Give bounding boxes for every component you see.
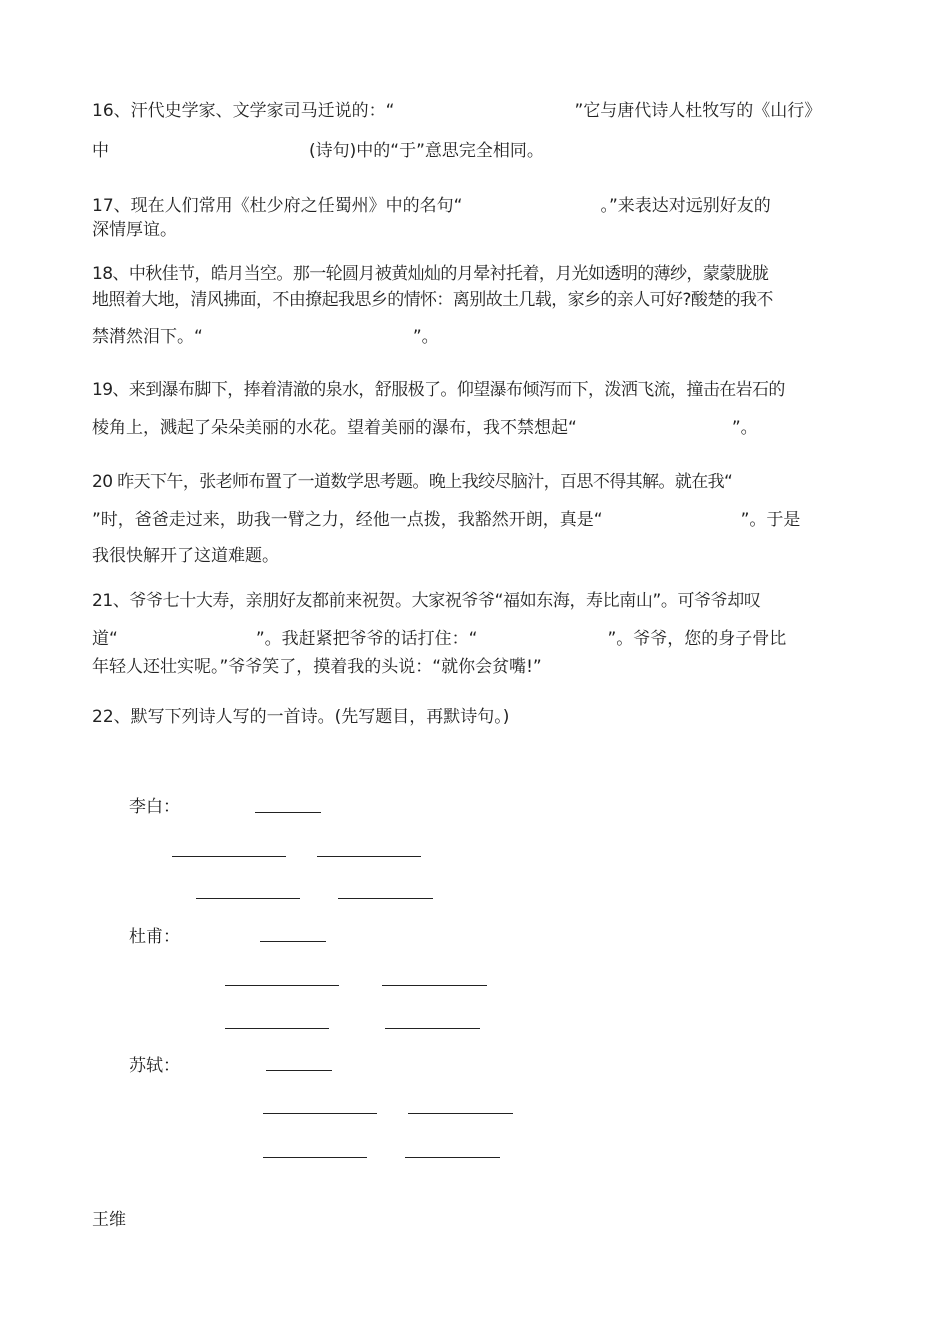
- question-21-line-2: [92, 626, 860, 652]
- question-17-line-1: [92, 194, 860, 218]
- question-16-text-c: 中: [92, 141, 109, 161]
- title-blank-libai[interactable]: [255, 812, 321, 813]
- verse-blank-libai-4[interactable]: [338, 898, 433, 899]
- question-20: [92, 469, 860, 569]
- poet-label-wangwei: 王维: [92, 1210, 126, 1230]
- question-17: [92, 194, 860, 242]
- verse-blank-sushi-3[interactable]: [263, 1157, 367, 1158]
- verse-blank-sushi-1[interactable]: [263, 1113, 377, 1114]
- question-21-text-b: ”。我赶紧把爷爷的话打住：“: [255, 629, 478, 649]
- question-18: [92, 261, 860, 350]
- question-19-line-2: [92, 415, 860, 441]
- question-21-text-c: ”。爷爷，您的身子骨比: [607, 629, 787, 649]
- question-16-text-b: ”它与唐代诗人杜牧写的《山行》: [574, 101, 822, 121]
- question-20-text-b: ”。于是: [740, 510, 801, 530]
- question-20-line-2: [92, 507, 860, 533]
- question-20-line-1: 20 昨天下午，张老师布置了一道数学思考题。晚上我绞尽脑汁，百思不得其解。就在我“: [92, 472, 733, 492]
- verse-blank-libai-2[interactable]: [317, 856, 421, 857]
- title-blank-sushi[interactable]: [266, 1070, 332, 1071]
- question-20-text-a: ”时，爸爸走过来，助我一臂之力，经他一点拨，我豁然开朗，真是“: [92, 510, 603, 530]
- question-21-line-3: 年轻人还壮实呢。”爷爷笑了，摸着我的头说：“就你会贫嘴!”: [92, 657, 542, 677]
- question-16-line-1: [92, 100, 860, 136]
- poet-label-dufu: 杜甫：: [129, 927, 180, 947]
- question-22: [92, 704, 860, 730]
- question-18-line-1: 18、中秋佳节，皓月当空。那一轮圆月被黄灿灿的月晕衬托着，月光如透明的薄纱，蒙蒙胧胧: [92, 264, 769, 284]
- verse-blank-dufu-4[interactable]: [385, 1028, 480, 1029]
- verse-blank-libai-1[interactable]: [172, 856, 286, 857]
- question-18-line-2: 地照着大地，清风拂面，不由撩起我思乡的情怀：离别故土几载，家乡的亲人可好?酸楚的我不: [92, 290, 773, 310]
- question-19: [92, 377, 860, 441]
- poet-label-libai: 李白：: [129, 797, 180, 817]
- poet-label-sushi: 苏轼：: [129, 1056, 180, 1076]
- verse-blank-dufu-3[interactable]: [225, 1028, 329, 1029]
- title-blank-dufu[interactable]: [260, 941, 326, 942]
- question-16-line-2: [92, 140, 860, 162]
- question-17-text-b: 。”来表达对远别好友的: [600, 196, 771, 216]
- question-16-text-a: 16、汗代史学家、文学家司马迁说的：“: [92, 101, 395, 121]
- verse-blank-libai-3[interactable]: [196, 898, 300, 899]
- question-16-text-d: (诗句)中的“于”意思完全相同。: [309, 141, 544, 161]
- question-18-text-a: 禁潸然泪下。“: [92, 327, 203, 347]
- question-17-text-a: 17、现在人们常用《杜少府之任蜀州》中的名句“: [92, 196, 463, 216]
- question-19-text-b: ”。: [731, 418, 758, 438]
- question-20-line-3: 我很快解开了这道难题。: [92, 546, 279, 566]
- question-17-line-2: 深情厚谊。: [92, 220, 177, 240]
- question-19-text-a: 棱角上，溅起了朵朵美丽的水花。望着美丽的瀑布，我不禁想起“: [92, 418, 577, 438]
- verse-blank-sushi-4[interactable]: [405, 1157, 500, 1158]
- question-16: [92, 100, 860, 162]
- question-18-text-b: ”。: [412, 327, 439, 347]
- verse-blank-sushi-2[interactable]: [408, 1113, 513, 1114]
- question-21: [92, 588, 860, 680]
- question-22-line-1: 22、默写下列诗人写的一首诗。(先写题目，再默诗句。): [92, 707, 510, 727]
- question-19-line-1: 19、来到瀑布脚下，捧着清澈的泉水，舒服极了。仰望瀑布倾泻而下，泼洒飞流，撞击在岩石的: [92, 380, 785, 400]
- question-21-line-1: 21、爷爷七十大寿，亲朋好友都前来祝贺。大家祝爷爷“福如东海，寿比南山”。可爷爷却叹: [92, 591, 761, 611]
- verse-blank-dufu-2[interactable]: [382, 985, 487, 986]
- question-18-line-3: [92, 324, 860, 350]
- verse-blank-dufu-1[interactable]: [225, 985, 339, 986]
- question-21-text-a: 道“: [92, 629, 118, 649]
